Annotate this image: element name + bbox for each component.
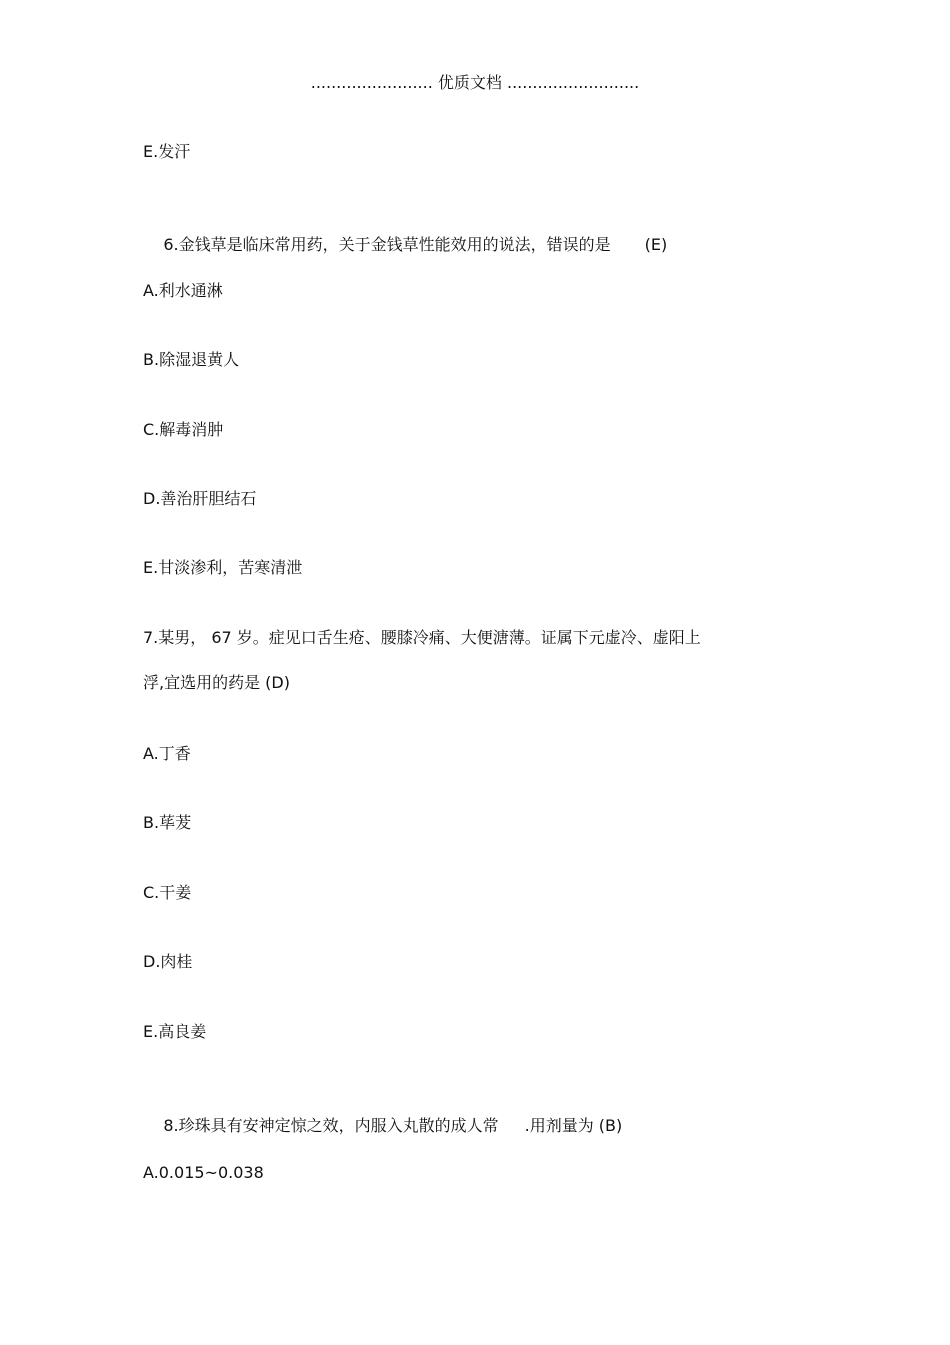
page-header: ........................ 优质文档 .......................... <box>310 73 640 92</box>
question-7-stem-line-1: 7.某男， 67 岁。症见口舌生疮、腰膝冷痛、大便溏薄。证属下元虚冷、虚阳上 <box>143 628 701 647</box>
option-6d: D.善治肝胆结石 <box>143 489 257 508</box>
question-8-answer: .用剂量为 (B) <box>524 1116 623 1135</box>
option-6a: A.利水通淋 <box>143 281 223 300</box>
option-6b: B.除湿退黄人 <box>143 350 240 369</box>
option-8a: A.0.015~0.038 <box>143 1163 264 1182</box>
question-7-stem-line-2: 浮,宜选用的药是 (D) <box>143 673 290 692</box>
question-8-text: 8.珍珠具有安神定惊之效，内服入丸散的成人常 <box>163 1116 499 1135</box>
question-6-stem <box>143 209 667 281</box>
option-7c: C.干姜 <box>143 883 192 902</box>
option-7e: E.高良姜 <box>143 1022 207 1041</box>
question-8-stem <box>143 1090 622 1162</box>
option-7b: B.荜茇 <box>143 813 192 832</box>
question-6-answer: (E) <box>644 235 668 254</box>
option-6e: E.甘淡渗利，苦寒清泄 <box>143 558 303 577</box>
question-6-text: 6.金钱草是临床常用药，关于金钱草性能效用的说法，错误的是 <box>163 235 611 254</box>
option-7a: A.丁香 <box>143 744 191 763</box>
option-5e: E.发汗 <box>143 142 191 161</box>
option-7d: D.肉桂 <box>143 952 193 971</box>
option-6c: C.解毒消肿 <box>143 420 224 439</box>
